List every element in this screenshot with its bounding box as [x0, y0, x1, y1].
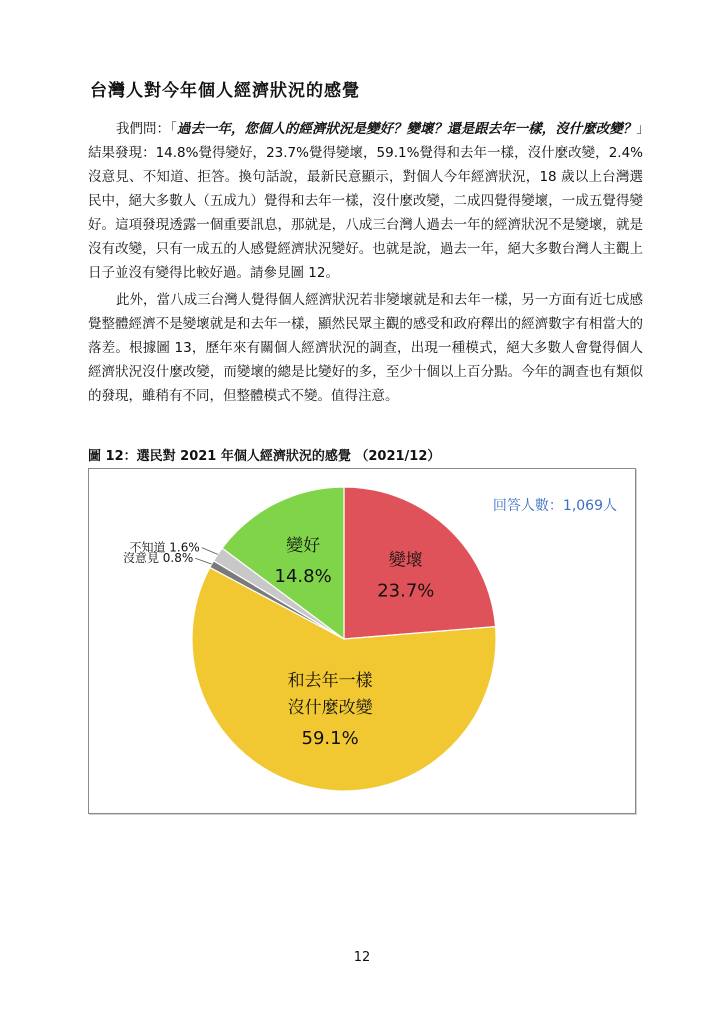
paragraph-2-body: 此外，當八成三台灣人覺得個人經濟狀況若非變壞就是和去年一樣，另一方面有近七成感覺整體經濟不是變壞就是和去年一樣，顯然民眾主觀的感受和政府釋出的經濟數字有相當大的落差。根據圖 13，歷年來有關個人經濟狀況的調查，出現一種模式，絕大多數人會覺得個人經濟狀況沒什麼改變，而變壞的總是比變好的多，至少十個以上百分點。今年的調查也有類似的發現，雖稍有不同，但整體模式不變。值得注意。 [88, 292, 643, 404]
slice-callout-3: 不知道 1.6% [129, 540, 200, 555]
slice-label-0-0: 變壞 [388, 550, 423, 571]
figure-title: 圖 12：選民對 2021 年個人經濟狀況的感覺 （2021/12） [88, 449, 441, 464]
respondent-count: 回答人數：1,069人 [492, 498, 617, 514]
survey-question: 過去一年，您個人的經濟狀況是變好？變壞？還是跟去年一樣，沒什麼改變？ [176, 121, 637, 137]
slice-value-0: 23.7% [377, 580, 435, 602]
paragraph-1-intro: 我們問：「 [116, 121, 177, 137]
page-title: 台灣人對今年個人經濟狀況的感覺 [90, 81, 360, 101]
paragraph-1-body: 」結果發現：14.8%覺得變好，23.7%覺得變壞，59.1%覺得和去年一樣，沒什麼改變，2.4%沒意見、不知道、拒答。換句話說，最新民意顯示，對個人今年經濟狀況，18 歲以上台灣選民中，絕大多數人（五成九）覺得和去年一樣，沒什麼改變，二成四覺得變壞，一成五覺得變好。這項發現透露一個重要訊息，那就是，八成三台灣人過去一年的經濟狀況不是變壞，就是沒有改變，只有一成五的人感覺經濟狀況變好。也就是說，過去一年，絕大多數台灣人主觀上日子並沒有變得比較好過。請參見圖 12。 [88, 121, 644, 281]
leader-line-3 [202, 548, 218, 555]
paragraph-1 [88, 117, 643, 285]
paragraph-2 [88, 288, 643, 408]
leader-line-2 [195, 558, 211, 564]
slice-value-1: 59.1% [301, 727, 359, 749]
slice-label-4-0: 變好 [286, 535, 321, 556]
slice-label-1-1: 沒什麼改變 [287, 697, 373, 718]
slice-label-1-0: 和去年一樣 [287, 670, 373, 691]
pie-chart [89, 469, 635, 813]
slice-callout-2: 沒意見 0.8% [122, 551, 194, 566]
page-number: 12 [353, 950, 371, 965]
pie-chart-frame [88, 468, 636, 814]
slice-value-4: 14.8% [274, 565, 332, 587]
